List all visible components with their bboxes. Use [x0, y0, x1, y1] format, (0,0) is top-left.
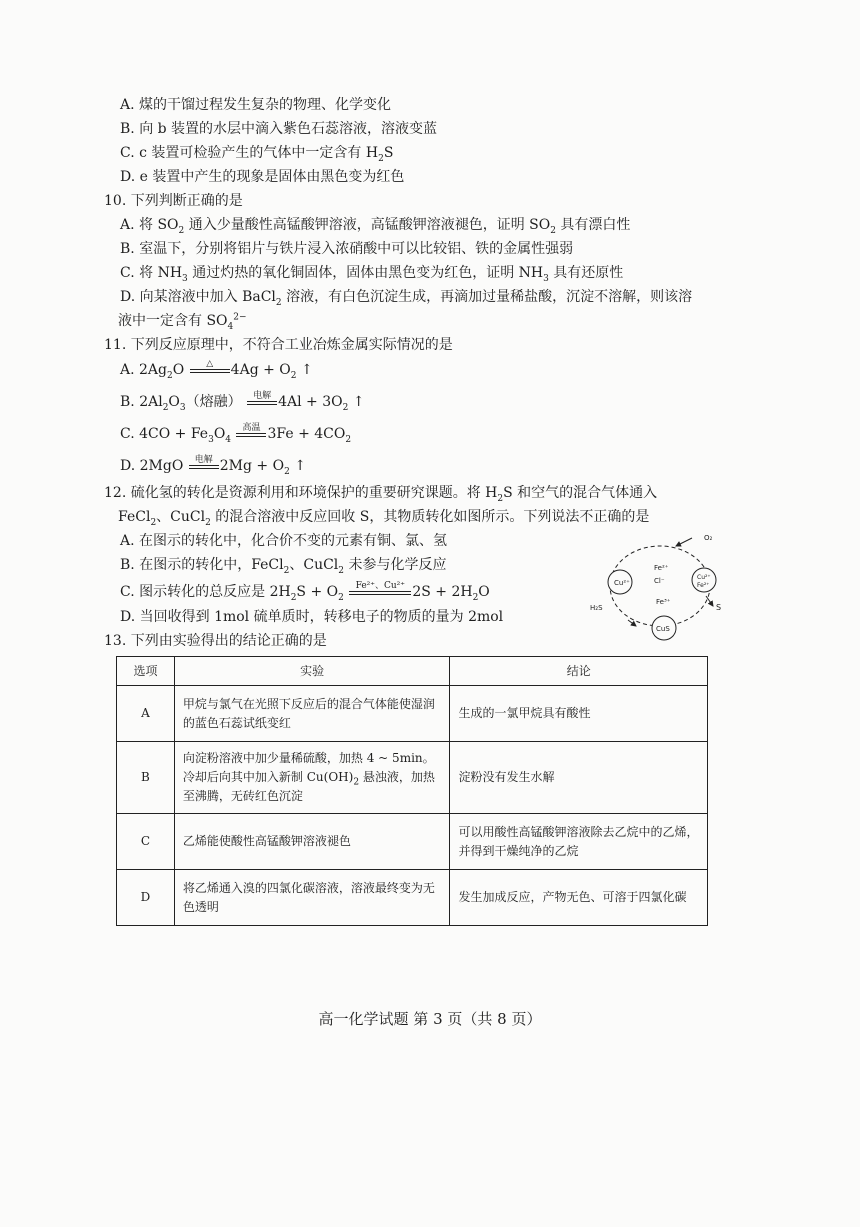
- table-row: [117, 870, 708, 926]
- q11-stem: 11. 下列反应原理中，不符合工业冶炼金属实际情况的是: [104, 337, 453, 353]
- q13-stem: 13. 下列由实验得出的结论正确的是: [104, 633, 327, 649]
- label-cl: Cl⁻: [654, 577, 665, 585]
- row-experiment: 将乙烯通入溴的四氯化碳溶液，溶液最终变为无色透明: [174, 870, 450, 926]
- row-conclusion: 发生加成反应，产物无色、可溶于四氯化碳: [450, 870, 708, 926]
- table-header-row: [117, 657, 708, 686]
- q9-option-c: C. c 装置可检验产生的气体中一定含有 $H_2S$: [120, 145, 394, 164]
- reaction-condition-arrow: △: [190, 360, 230, 380]
- row-conclusion: 可以用酸性高锰酸钾溶液除去乙烷中的乙烯，并得到干燥纯净的乙烷: [450, 814, 708, 870]
- row-option: B: [117, 742, 175, 814]
- label-cus: CuS: [656, 625, 670, 633]
- label-s: S: [716, 603, 722, 612]
- row-option: C: [117, 814, 175, 870]
- q12-option-d: D. 当回收得到 1mol 硫单质时，转移电子的物质的量为 2mol: [120, 609, 504, 625]
- row-option: D: [117, 870, 175, 926]
- q12-stem: 12. 硫化氢的转化是资源利用和环境保护的重要研究课题。将 $H_2S$ 和空气的混合气体通入: [104, 485, 658, 504]
- q9-option-b: B. 向 b 装置的水层中滴入紫色石蕊溶液，溶液变蓝: [120, 121, 438, 137]
- q12-option-a: A. 在图示的转化中，化合价不变的元素有铜、氯、氢: [120, 533, 448, 549]
- header-option: 选项: [117, 657, 175, 686]
- table-row: [117, 814, 708, 870]
- label-cu-right: Cu²⁺: [697, 574, 711, 581]
- q10-stem: 10. 下列判断正确的是: [104, 193, 243, 209]
- q10-option-a: A. 将 $SO_2$ 通入少量酸性高锰酸钾溶液，高锰酸钾溶液褪色，证明 $SO_2$ 具有漂白性: [120, 217, 631, 236]
- label-fe3: Fe³⁺: [656, 598, 671, 606]
- q10-option-c: C. 将 $NH_3$ 通过灼热的氧化铜固体，固体由黑色变为红色，证明 $NH_3$ 具有还原性: [120, 265, 624, 284]
- reaction-condition-arrow: 电解: [189, 456, 219, 476]
- row-experiment: 向淀粉溶液中加少量稀硫酸，加热 4 ~ 5min。冷却后向其中加入新制 $Cu(OH)_2$ 悬浊液，加热至沸腾，无砖红色沉淀: [174, 742, 450, 814]
- label-o2: O₂: [704, 534, 713, 542]
- label-fe-right: Fe²⁺: [697, 582, 710, 589]
- table-row: [117, 686, 708, 742]
- label-cu: Cu²⁺: [614, 579, 630, 587]
- row-option: A: [117, 686, 175, 742]
- header-experiment: 实验: [174, 657, 450, 686]
- q11-option-b: B. $2Al_2O_3$（熔融） 电解 $4Al + 3O_2$ ↑: [120, 391, 365, 413]
- q11-option-d: D. 2MgO 电解 $2Mg + O_2$ ↑: [120, 455, 306, 477]
- label-h2s: H₂S: [590, 604, 603, 612]
- q9-option-d: D. e 装置中产生的现象是固体由黑色变为红色: [120, 169, 405, 185]
- reaction-condition-arrow: 高温: [236, 424, 266, 444]
- q11-option-a: A. $2Ag_2O$ △ $4Ag + O_2$ ↑: [120, 359, 313, 381]
- q12-option-b: B. 在图示的转化中，FeCl$_2$、CuCl$_2$ 未参与化学反应: [120, 557, 447, 576]
- header-conclusion: 结论: [450, 657, 708, 686]
- experiment-table: [116, 656, 708, 926]
- reaction-condition-arrow: Fe²⁺、Cu²⁺: [349, 582, 411, 602]
- label-fe2: Fe²⁺: [654, 564, 669, 572]
- row-experiment: 乙烯能使酸性高锰酸钾溶液褪色: [174, 814, 450, 870]
- q12-option-c: C. 图示转化的总反应是 $2H_2S + O_2$ Fe²⁺、Cu²⁺ $2S + 2H_2O$: [120, 581, 490, 603]
- row-experiment: 甲烷与氯气在光照下反应后的混合气体能使湿润的蓝色石蕊试纸变红: [174, 686, 450, 742]
- table-row: [117, 742, 708, 814]
- row-conclusion: 淀粉没有发生水解: [450, 742, 708, 814]
- q10-option-d-cont: 液中一定含有 $SO_4^{2-}$: [118, 312, 247, 332]
- q12-stem-cont: FeCl$_2$、CuCl$_2$ 的混合溶液中反应回收 S，其物质转化如图所示。下列说法不正确的是: [118, 509, 650, 528]
- reaction-condition-arrow: 电解: [247, 392, 277, 412]
- q11-option-c: C. $4CO + Fe_3O_4$ 高温 $3Fe + 4CO_2$: [120, 423, 352, 445]
- q10-option-d: D. 向某溶液中加入 BaCl$_2$ 溶液，有白色沉淀生成，再滴加过量稀盐酸，沉淀不溶解，则该溶: [120, 289, 693, 308]
- q9-option-a: A. 煤的干馏过程发生复杂的物理、化学变化: [120, 97, 392, 113]
- q10-option-b: B. 室温下，分别将铝片与铁片浸入浓硝酸中可以比较铝、铁的金属性强弱: [120, 241, 574, 257]
- sulfur-cycle-diagram: [588, 530, 730, 648]
- page-footer: 高一化学试题 第 3 页（共 8 页）: [318, 1010, 542, 1028]
- row-conclusion: 生成的一氯甲烷具有酸性: [450, 686, 708, 742]
